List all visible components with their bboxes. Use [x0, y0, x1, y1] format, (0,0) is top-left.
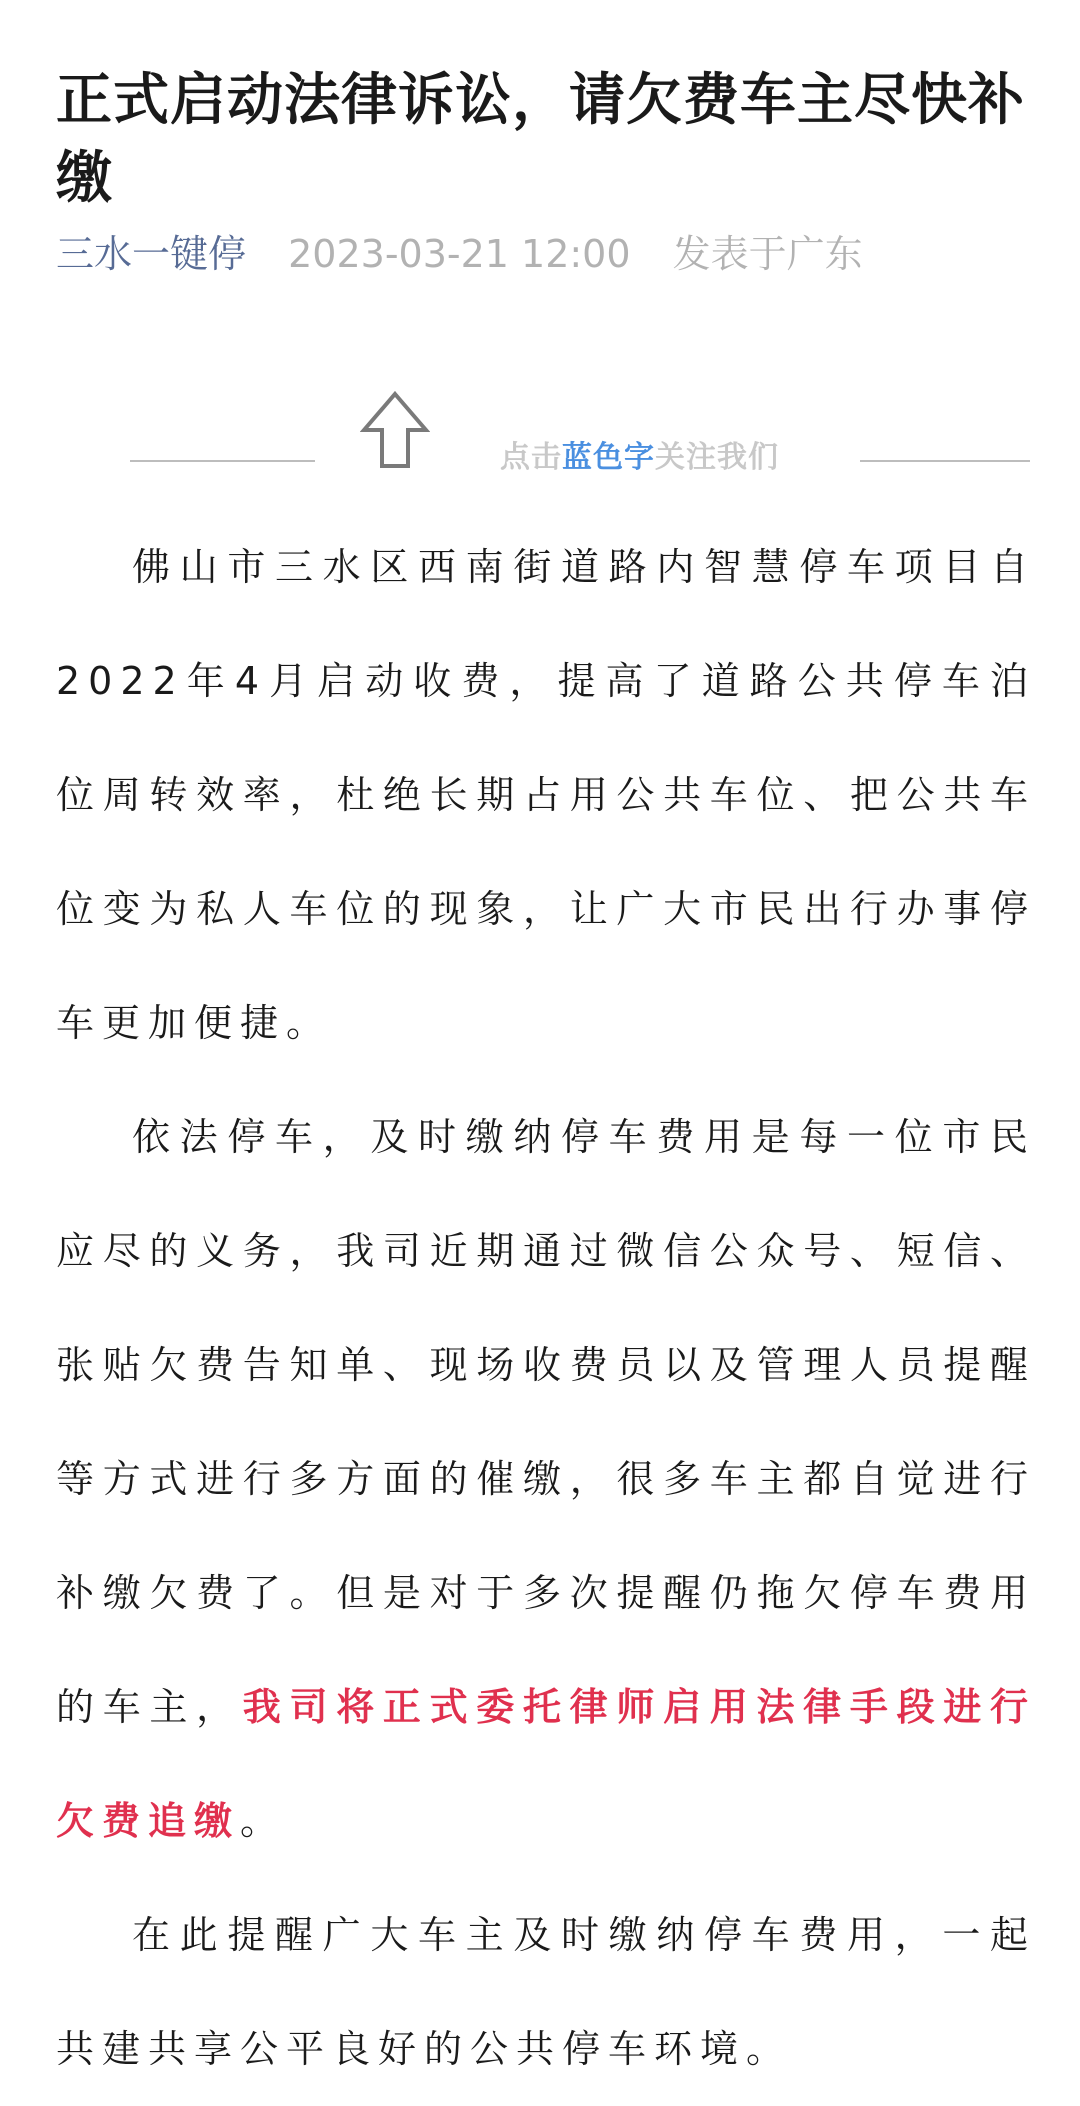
follow-prompt-prefix: 点击 [500, 440, 562, 475]
article-body [56, 510, 1036, 2106]
follow-banner[interactable] [0, 380, 1080, 490]
up-arrow-icon [360, 390, 430, 470]
divider-right [860, 460, 1030, 462]
body-paragraph: 在此提醒广大车主及时缴纳停车费用，一起共建共享公平良好的公共停车环境。 [56, 1913, 1036, 2071]
follow-prompt-suffix: 关注我们 [655, 440, 779, 475]
body-paragraph: 佛山市三水区西南街道路内智慧停车项目自2022年4月启动收费，提高了道路公共停车泊位周转效率，杜绝长期占用公共车位、把公共车位变为私人车位的现象，让广大市民出行办事停车更加便捷。 [56, 545, 1036, 1045]
paragraph-text: 。 [240, 1799, 287, 1843]
publish-location: 发表于广东 [672, 232, 863, 276]
account-name-link[interactable]: 三水一键停 [56, 232, 247, 276]
follow-prompt[interactable] [500, 436, 779, 480]
follow-prompt-highlight: 蓝色字 [562, 440, 655, 475]
body-paragraph [56, 1080, 1036, 1878]
paragraph-text: 依法停车，及时缴纳停车费用是每一位市民应尽的义务，我司近期通过微信公众号、短信、张贴欠费告知单、现场收费员以及管理人员提醒等方式进行多方面的催缴，很多车主都自觉进行补缴欠费了。但是对于多次提醒仍拖欠停车费用的车主， [56, 1115, 1036, 1729]
publish-time: 2023-03-21 12:00 [288, 232, 631, 276]
divider-left [130, 460, 315, 462]
article-title: 正式启动法律诉讼，请欠费车主尽快补缴 [56, 67, 1025, 211]
article-meta [56, 226, 863, 282]
highlighted-text: 我司将正式委托律师启用法律手段进行欠费追缴 [56, 1685, 1036, 1843]
